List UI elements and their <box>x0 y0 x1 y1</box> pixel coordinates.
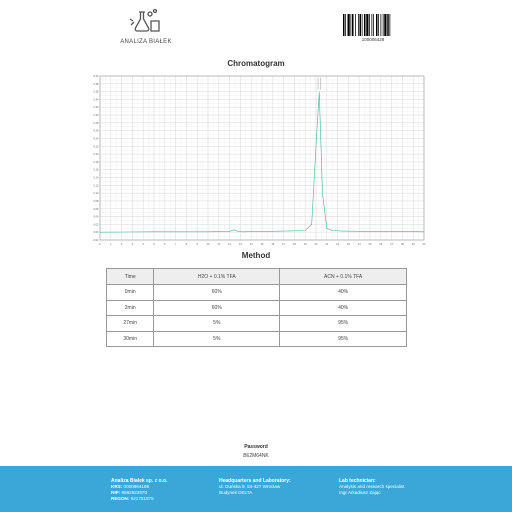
password-label: Password <box>244 444 268 450</box>
y-tick-label: 0.34 <box>93 98 99 102</box>
y-tick-label: 0.28 <box>93 121 99 125</box>
x-tick-label: 1 <box>110 243 112 246</box>
x-tick-label: 23 <box>346 243 350 246</box>
x-tick-label: 19 <box>303 243 307 246</box>
x-tick-label: 9 <box>196 243 198 246</box>
table-cell: 40% <box>280 300 407 316</box>
x-tick-label: 29 <box>411 243 415 246</box>
tech-name: mgr Arkadiusz Zając <box>339 490 381 495</box>
x-tick-label: 0 <box>99 243 101 246</box>
table-cell: 0min <box>107 285 154 301</box>
column-header: ACN + 0.1% TFA <box>280 269 407 285</box>
y-tick-label: 0.40 <box>93 75 99 78</box>
x-tick-label: 22 <box>336 243 340 246</box>
y-tick-label: 0.04 <box>93 215 99 219</box>
logo-text: ANALIZA BIAŁEK <box>120 39 172 45</box>
y-tick-label: 0.22 <box>93 145 99 149</box>
y-tick-label: 0.10 <box>93 192 99 196</box>
y-tick-label: 0.26 <box>93 129 99 133</box>
x-tick-label: 3 <box>131 243 134 246</box>
table-cell: 95% <box>280 331 407 347</box>
hq-address: ul. Duńska 9, 54-427 Wrocław <box>219 484 281 489</box>
x-tick-label: 28 <box>400 243 404 246</box>
chromatogram-title: Chromatogram <box>227 59 285 68</box>
x-tick-label: 17 <box>282 243 286 246</box>
nip-label: NIP: <box>111 490 121 495</box>
y-tick-label: 0.00 <box>93 231 99 235</box>
x-tick-label: 15 <box>260 243 264 246</box>
table-cell: 60% <box>154 300 280 316</box>
y-tick-label: 0.20 <box>93 153 99 157</box>
y-tick-label: 0.02 <box>93 223 99 227</box>
x-tick-label: 6 <box>164 243 166 246</box>
footer-company <box>111 478 167 502</box>
chart-grid <box>100 76 424 240</box>
regon-label: REGON: <box>111 496 130 501</box>
tech-role: Analysis and research specialist <box>339 484 405 489</box>
table-cell: 2min <box>107 300 154 316</box>
y-tick-label: 0.18 <box>93 160 99 164</box>
y-tick-label: 0.08 <box>93 199 99 203</box>
x-tick-label: 27 <box>390 243 394 246</box>
company-name: Analiza Białek sp. z o.o. <box>111 478 168 484</box>
x-tick-label: 4 <box>142 243 144 246</box>
table-cell: 40% <box>280 285 407 301</box>
x-tick-label: 21 <box>325 243 329 246</box>
chromatogram-chart <box>90 72 432 248</box>
y-tick-label: 0.24 <box>93 137 99 141</box>
x-tick-label: 30 <box>422 243 426 246</box>
company-logo <box>106 8 186 52</box>
method-title: Method <box>241 251 271 260</box>
table-cell: 27min <box>107 316 154 332</box>
column-header: H2O + 0.1% TFA <box>154 269 280 285</box>
y-tick-label: 0.14 <box>93 176 99 180</box>
footer <box>0 466 512 512</box>
table-cell: 5% <box>154 331 280 347</box>
footer-technician <box>339 478 404 496</box>
x-tick-label: 20 <box>314 243 318 246</box>
y-tick-label: 0.30 <box>93 114 99 118</box>
table-cell: 95% <box>280 316 407 332</box>
krs-label: KRS: <box>111 484 123 489</box>
y-tick-label: 0.06 <box>93 207 99 211</box>
chart-ticks <box>93 74 426 246</box>
x-tick-label: 8 <box>185 243 188 246</box>
x-tick-label: 25 <box>368 243 372 246</box>
barcode-number: 100006428 <box>361 37 385 42</box>
x-tick-label: 16 <box>271 243 275 246</box>
y-tick-label: -0.02 <box>92 239 99 242</box>
x-tick-label: 18 <box>292 243 296 246</box>
hq-title: Headquarters and Laboratory: <box>219 478 291 484</box>
y-tick-label: 0.32 <box>93 106 99 110</box>
table-header-row <box>107 269 407 285</box>
table-row <box>107 285 407 301</box>
krs-value: 0000964168 <box>123 484 150 489</box>
regon-value: 521751875 <box>130 496 154 501</box>
hq-building: Budynek DELTA <box>219 490 253 495</box>
y-tick-label: 0.36 <box>93 90 99 94</box>
x-tick-label: 26 <box>379 243 383 246</box>
footer-headquarters <box>219 478 291 496</box>
y-tick-label: 0.16 <box>93 168 99 172</box>
x-tick-label: 24 <box>357 243 361 246</box>
table-row <box>107 316 407 332</box>
x-tick-label: 7 <box>174 243 177 246</box>
method-table <box>106 268 407 347</box>
x-tick-label: 13 <box>238 243 242 246</box>
x-tick-label: 11 <box>217 243 221 246</box>
password-value: B62M64NK <box>243 453 269 459</box>
table-row <box>107 300 407 316</box>
y-tick-label: 0.38 <box>93 82 99 86</box>
table-row <box>107 331 407 347</box>
x-tick-label: 12 <box>228 243 232 246</box>
table-cell: 60% <box>154 285 280 301</box>
barcode <box>343 14 403 36</box>
x-tick-label: 2 <box>120 243 123 246</box>
table-cell: 5% <box>154 316 280 332</box>
x-tick-label: 5 <box>153 243 155 246</box>
table-cell: 30min <box>107 331 154 347</box>
y-tick-label: 0.12 <box>93 184 99 188</box>
nip-value: 8992923970 <box>121 490 148 495</box>
x-tick-label: 14 <box>249 243 253 246</box>
x-tick-label: 10 <box>206 243 210 246</box>
tech-title: Lab technician: <box>339 478 376 484</box>
lab-flask-icon <box>126 8 166 38</box>
column-header: Time <box>107 269 154 285</box>
